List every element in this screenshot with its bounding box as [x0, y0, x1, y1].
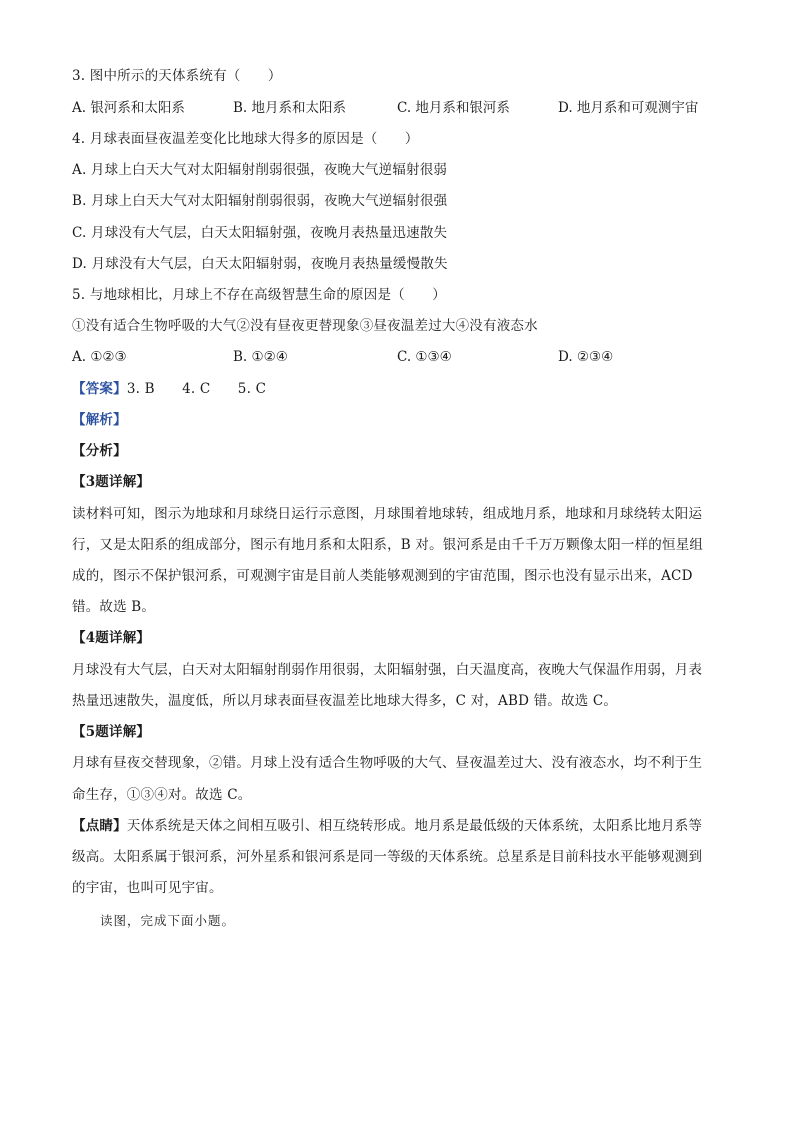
dianjing-line: 的宇宙，也叫可见宇宙。 [72, 880, 223, 896]
question-5-option-d: D. ②③④ [558, 349, 614, 365]
dianjing-line [72, 817, 702, 835]
question-3-option-a: A. 银河系和太阳系 [72, 100, 185, 116]
q3-detail-line: 读材料可知，图示为地球和月球绕日运行示意图，月球围着地球转，组成地月系，地球和月球绕转太阳运 [72, 506, 703, 522]
question-3-option-b: B. 地月系和太阳系 [233, 100, 347, 116]
question-5-option-c: C. ①③④ [397, 349, 452, 365]
answer-tag: 【答案】 [72, 381, 127, 397]
question-4-stem: 4. 月球表面昼夜温差变化比地球大得多的原因是（ ） [72, 131, 419, 147]
q4-detail-heading: 【4题详解】 [72, 630, 151, 646]
question-5-option-a: A. ①②③ [72, 349, 127, 365]
question-3-option-d: D. 地月系和可观测宇宙 [558, 100, 699, 116]
question-4-option-d: D. 月球没有大气层，白天太阳辐射弱，夜晚月表热量缓慢散失 [72, 256, 448, 272]
dianjing-tag: 【点睛】 [72, 818, 127, 834]
question-5-option-b: B. ①②④ [233, 349, 288, 365]
answer-text: 3. B 4. C 5. C [126, 381, 267, 397]
fenxi-heading: 【分析】 [72, 443, 127, 459]
dianjing-text: 天体系统是天体之间相互吸引、相互绕转形成。地月系是最低级的天体系统，太阳系比地月系等 [126, 818, 703, 834]
q4-detail-line: 月球没有大气层，白天对太阳辐射削弱作用很弱，太阳辐射强，白天温度高，夜晚大气保温作用弱，月表 [72, 662, 703, 678]
q5-detail-line: 命生存，①③④对。故选 C。 [72, 787, 252, 803]
question-4-option-a: A. 月球上白天大气对太阳辐射削弱很强，夜晚大气逆辐射很弱 [72, 162, 448, 178]
q3-detail-line: 成的，图示不保护银河系，可观测宇宙是目前人类能够观测到的宇宙范围，图示也没有显示出来，ACD [72, 568, 693, 584]
q3-detail-line: 错。故选 B。 [72, 599, 156, 615]
question-3-stem: 3. 图中所示的天体系统有（ ） [72, 68, 282, 84]
q5-detail-line: 月球有昼夜交替现象，②错。月球上没有适合生物呼吸的大气、昼夜温差过大、没有液态水，均不利于生 [72, 755, 703, 771]
answer-line [72, 380, 266, 398]
q4-detail-line: 热量迅速散失，温度低，所以月球表面昼夜温差比地球大得多，C 对，ABD 错。故选 C。 [72, 693, 618, 709]
question-4-option-b: B. 月球上白天大气对太阳辐射削弱很弱，夜晚大气逆辐射很强 [72, 193, 448, 209]
question-5-stem: 5. 与地球相比，月球上不存在高级智慧生命的原因是（ ） [72, 287, 446, 303]
question-5-conditions: ①没有适合生物呼吸的大气②没有昼夜更替现象③昼夜温差过大④没有液态水 [72, 318, 538, 334]
dianjing-line: 级高。太阳系属于银河系，河外星系和银河系是同一等级的天体系统。总星系是目前科技水平能够观测到 [72, 849, 703, 865]
analysis-tag: 【解析】 [72, 412, 127, 428]
q5-detail-heading: 【5题详解】 [72, 724, 151, 740]
question-4-option-c: C. 月球没有大气层，白天太阳辐射强，夜晚月表热量迅速散失 [72, 225, 448, 241]
question-3-option-c: C. 地月系和银河系 [397, 100, 510, 116]
q3-detail-line: 行，又是太阳系的组成部分，图示有地月系和太阳系，B 对。银河系是由千千万万颗像太阳一样的恒星组 [72, 537, 704, 553]
q3-detail-heading: 【3题详解】 [72, 474, 151, 490]
next-instruction: 读图，完成下面小题。 [100, 913, 236, 928]
